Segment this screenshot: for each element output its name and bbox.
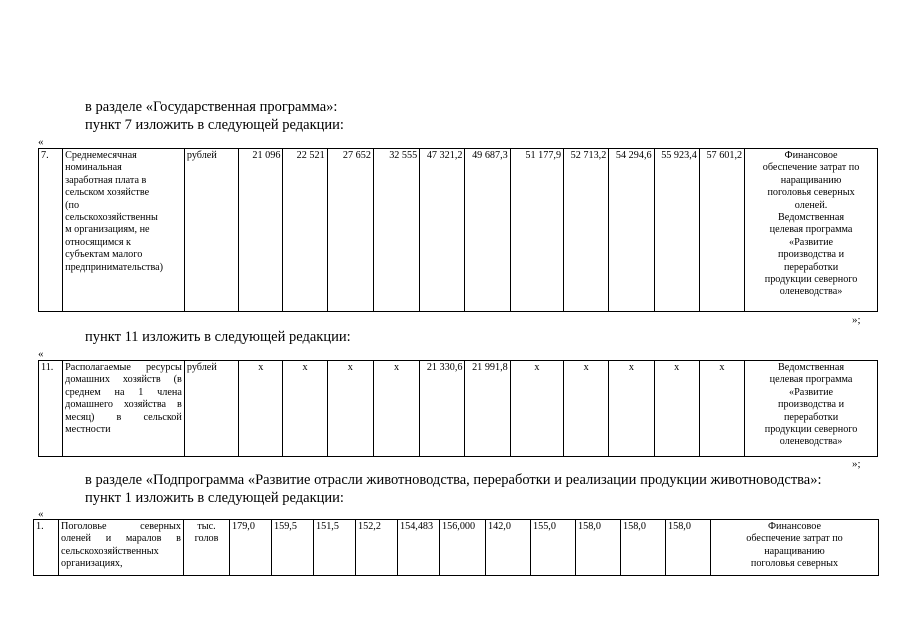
note-cell: Ведомственная целевая программа «Развитие производства и переработки продукции северного оленеводства» <box>745 361 878 457</box>
value-cell: 51 177,9 <box>510 149 563 312</box>
value-cell: 49 687,3 <box>465 149 510 312</box>
value-cell: 151,5 <box>314 520 356 576</box>
value-cell: х <box>510 361 563 457</box>
value-cell: 158,0 <box>576 520 621 576</box>
table-subprogram-item-1 <box>33 519 879 576</box>
value-cell: 57 601,2 <box>699 149 744 312</box>
value-cell: 156,000 <box>440 520 486 576</box>
value-cell: х <box>327 361 373 457</box>
indicator-name: Располагаемые ресурсы домашних хозяйств (в среднем на 1 члена домашнего хозяйства в месяц) в сельской местности <box>63 361 185 457</box>
section3-line-1: в разделе «Подпрограмма «Развитие отрасли животноводства, переработки и реализации продукции животноводства»: <box>85 472 822 488</box>
intro-line-2: пункт 7 изложить в следующей редакции: <box>85 117 344 133</box>
value-cell: х <box>239 361 283 457</box>
note-cell: Финансовое обеспечение затрат по наращиванию поголовья северных <box>711 520 879 576</box>
value-cell: 32 555 <box>373 149 419 312</box>
value-cell: х <box>283 361 327 457</box>
value-cell: 158,0 <box>621 520 666 576</box>
indicator-name: Поголовье северных оленей и маралов в сельскохозяйственных организациях, <box>59 520 184 576</box>
open-quote-2: « <box>38 348 44 360</box>
value-cell: 47 321,2 <box>420 149 465 312</box>
value-cell: 159,5 <box>272 520 314 576</box>
unit-cell: рублей <box>184 149 238 312</box>
value-cell: х <box>564 361 609 457</box>
table-row <box>34 520 879 576</box>
value-cell: 155,0 <box>531 520 576 576</box>
table-row <box>39 361 878 457</box>
section3-line-2: пункт 1 изложить в следующей редакции: <box>85 490 344 506</box>
row-number: 1. <box>34 520 59 576</box>
value-cell: 21 096 <box>239 149 283 312</box>
value-cell: 22 521 <box>283 149 327 312</box>
table-row <box>39 149 878 312</box>
value-cell: 179,0 <box>230 520 272 576</box>
indicator-name: Среднемесячная номинальная заработная плата в сельском хозяйстве (по сельскохозяйственны м организациям, не относящимся к субъектам малого предпринимательства) <box>63 149 185 312</box>
table-program-item-7 <box>38 148 878 312</box>
value-cell: 52 713,2 <box>564 149 609 312</box>
value-cell: 152,2 <box>356 520 398 576</box>
value-cell: 21 330,6 <box>420 361 465 457</box>
section2-line: пункт 11 изложить в следующей редакции: <box>85 329 351 345</box>
value-cell: х <box>609 361 654 457</box>
table-program-item-11 <box>38 360 878 457</box>
value-cell: 154,483 <box>398 520 440 576</box>
note-cell: Финансовое обеспечение затрат по наращиванию поголовья северных оленей. Ведомственная целевая программа «Развитие производства и переработки продукции северного оленеводства» <box>745 149 878 312</box>
row-number: 7. <box>39 149 63 312</box>
unit-cell: рублей <box>184 361 238 457</box>
value-cell: х <box>699 361 744 457</box>
close-quote-1: »; <box>852 314 861 326</box>
value-cell: 55 923,4 <box>654 149 699 312</box>
row-number: 11. <box>39 361 63 457</box>
value-cell: х <box>373 361 419 457</box>
unit-cell: тыс. голов <box>184 520 230 576</box>
value-cell: х <box>654 361 699 457</box>
value-cell: 142,0 <box>486 520 531 576</box>
value-cell: 158,0 <box>666 520 711 576</box>
open-quote-1: « <box>38 136 44 148</box>
value-cell: 21 991,8 <box>465 361 510 457</box>
value-cell: 27 652 <box>327 149 373 312</box>
open-quote-3: « <box>38 508 44 520</box>
intro-line-1: в разделе «Государственная программа»: <box>85 99 338 115</box>
value-cell: 54 294,6 <box>609 149 654 312</box>
close-quote-2: »; <box>852 458 861 470</box>
